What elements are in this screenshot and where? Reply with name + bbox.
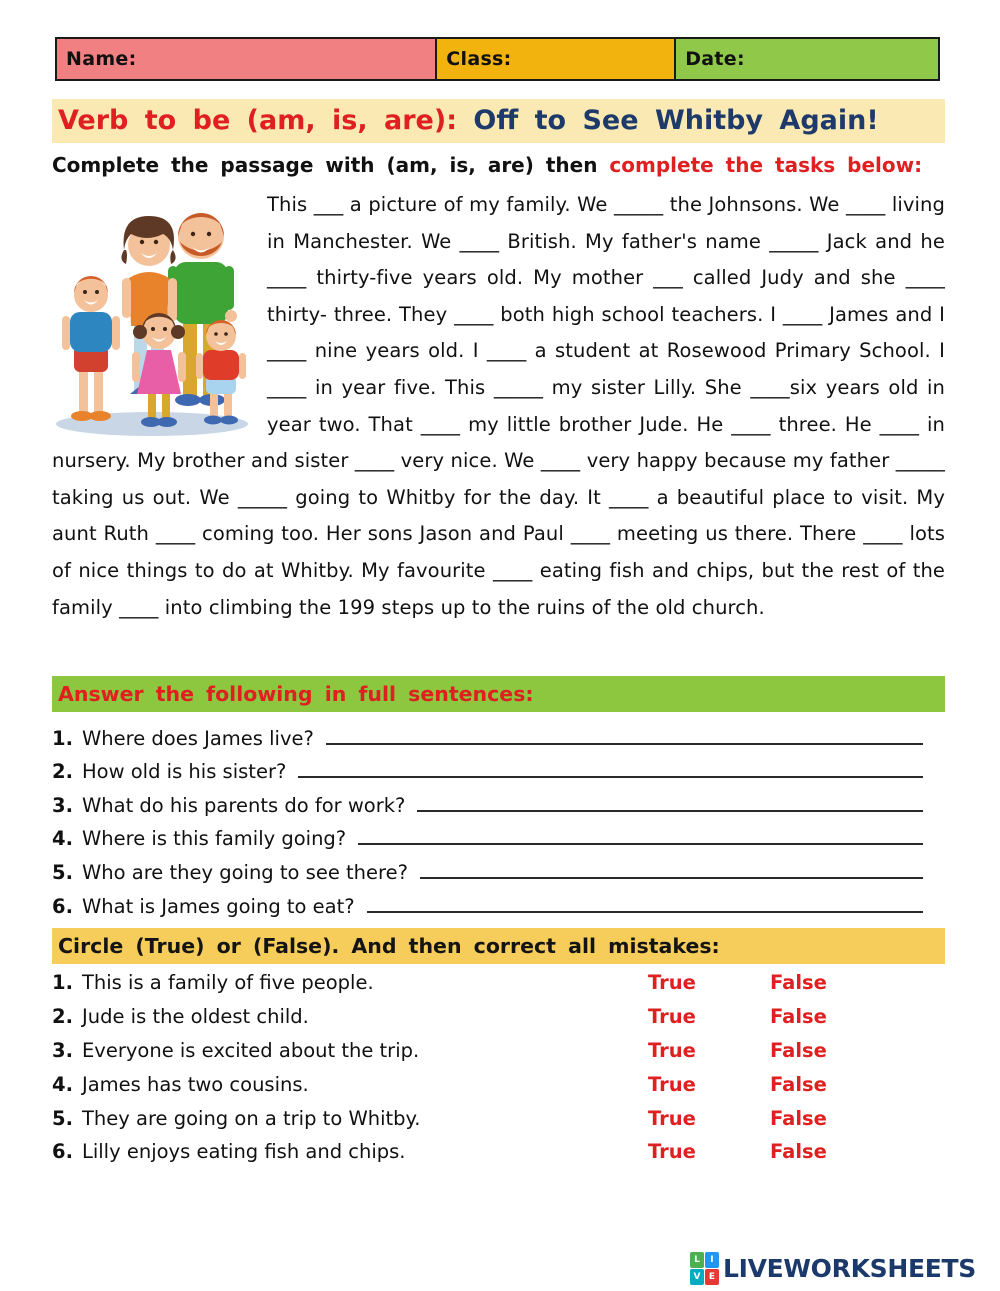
tf-statement <box>52 1073 648 1096</box>
logo-letter-v: V <box>690 1269 704 1285</box>
false-option[interactable]: False <box>770 1140 827 1164</box>
class-field[interactable] <box>435 39 674 79</box>
family-illustration <box>52 190 258 438</box>
true-option[interactable]: True <box>648 1005 696 1029</box>
tf-number: 3. <box>52 1038 73 1062</box>
question-row <box>52 716 945 750</box>
logo-letter-e: E <box>705 1269 719 1285</box>
question-number: 5. <box>52 860 73 884</box>
question-row <box>52 850 945 884</box>
boy-left-figure <box>62 276 120 421</box>
tf-statement <box>52 1140 648 1163</box>
tf-number: 4. <box>52 1072 73 1096</box>
passage-text: This ___ a picture of my family. We _____ the Johnsons. We ____ living in Manchester. We ____ British. My father's name _____ Jack and he ____ thirty-five years old. My mother ___ called Judy and she ____ thirty- three. They ____ both high school teachers. I ____ James and I ____ nine years old. I ____ a student at Rosewood Primary School. I ____ in year five. This _____ my sister Lilly. She ____six years old in year two. That ____ my little brother Jude. He ____ three. He ____ in nursery. My brother and sister ____ very nice. We ____ very happy because my father _____ taking us out. We _____ going to Whitby for the day. It ____ a beautiful place to visit. My aunt Ruth ____ coming too. Her sons Jason and Paul ____ meeting us there. There ____ lots of nice things to do at Whitby. My favourite ____ eating fish and chips, but the rest of the family ____ into climbing the 199 steps up to the ruins of the old church. <box>52 193 945 619</box>
passage-instruction <box>52 153 945 177</box>
question-text: Where does James live? <box>81 726 314 750</box>
false-option[interactable]: False <box>770 971 827 995</box>
false-option[interactable]: False <box>770 1072 827 1096</box>
tf-number: 2. <box>52 1005 73 1029</box>
question-text: What do his parents do for work? <box>81 793 406 817</box>
question-number: 4. <box>52 827 73 851</box>
answer-blank-line[interactable] <box>326 743 923 745</box>
question-number: 1. <box>52 726 73 750</box>
tf-statement <box>52 1005 648 1028</box>
date-field[interactable] <box>674 39 938 79</box>
truefalse-row <box>52 1000 945 1034</box>
liveworksheets-footer[interactable] <box>690 1252 976 1285</box>
answer-blank-line[interactable] <box>358 843 923 845</box>
instruction-black: Complete the passage with (am, is, are) then <box>52 153 610 177</box>
tf-statement <box>52 971 648 994</box>
title-name: Off to See Whitby Again! <box>473 105 879 136</box>
question-text: What is James going to eat? <box>81 894 355 918</box>
question-text: How old is his sister? <box>81 760 287 784</box>
question-row <box>52 884 945 918</box>
tf-number: 1. <box>52 971 73 995</box>
name-field[interactable] <box>57 39 435 79</box>
question-text: Who are they going to see there? <box>81 860 408 884</box>
false-option[interactable]: False <box>770 1038 827 1062</box>
worksheet-title <box>52 99 945 143</box>
date-label: Date: <box>685 48 745 70</box>
tf-number: 5. <box>52 1106 73 1130</box>
truefalse-row <box>52 1135 945 1169</box>
answer-blank-line[interactable] <box>417 810 923 812</box>
tf-text: They are going on a trip to Whitby. <box>81 1106 421 1130</box>
truefalse-row <box>52 1034 945 1068</box>
answer-blank-line[interactable] <box>367 911 923 913</box>
title-topic: Verb to be (am, is, are): <box>58 105 474 136</box>
truefalse-list <box>52 966 945 1169</box>
tf-statement <box>52 1107 648 1130</box>
false-option[interactable]: False <box>770 1005 827 1029</box>
tf-statement <box>52 1039 648 1062</box>
tf-text: James has two cousins. <box>81 1072 309 1096</box>
false-option[interactable]: False <box>770 1106 827 1130</box>
logo-letter-i: I <box>705 1252 719 1268</box>
answer-blank-line[interactable] <box>298 776 923 778</box>
class-label: Class: <box>446 48 512 70</box>
question-number: 3. <box>52 793 73 817</box>
true-option[interactable]: True <box>648 1140 696 1164</box>
tf-text: Lilly enjoys eating fish and chips. <box>81 1140 406 1164</box>
tf-text: This is a family of five people. <box>81 971 374 995</box>
question-row <box>52 783 945 817</box>
tf-text: Everyone is excited about the trip. <box>81 1038 420 1062</box>
tf-number: 6. <box>52 1140 73 1164</box>
fill-in-passage <box>52 187 945 626</box>
questions-section-heading: Answer the following in full sentences: <box>52 676 945 712</box>
question-text: Where is this family going? <box>81 827 347 851</box>
questions-list <box>52 716 945 918</box>
truefalse-row <box>52 966 945 1000</box>
brand-name: LIVEWORKSHEETS <box>722 1254 976 1283</box>
instruction-red: complete the tasks below: <box>609 153 923 177</box>
true-option[interactable]: True <box>648 1106 696 1130</box>
true-option[interactable]: True <box>648 971 696 995</box>
liveworksheets-logo-icon <box>690 1252 719 1285</box>
question-row <box>52 750 945 784</box>
question-number: 6. <box>52 894 73 918</box>
answer-blank-line[interactable] <box>420 877 923 879</box>
logo-letter-l: L <box>690 1252 704 1268</box>
true-option[interactable]: True <box>648 1072 696 1096</box>
question-number: 2. <box>52 760 73 784</box>
family-illustration-svg <box>52 190 258 438</box>
truefalse-section-heading: Circle (True) or (False). And then correct all mistakes: <box>52 928 945 964</box>
true-option[interactable]: True <box>648 1038 696 1062</box>
name-class-date-strip <box>55 37 940 81</box>
tf-text: Jude is the oldest child. <box>81 1005 309 1029</box>
name-label: Name: <box>66 48 137 70</box>
truefalse-row <box>52 1101 945 1135</box>
question-row <box>52 817 945 851</box>
truefalse-row <box>52 1067 945 1101</box>
